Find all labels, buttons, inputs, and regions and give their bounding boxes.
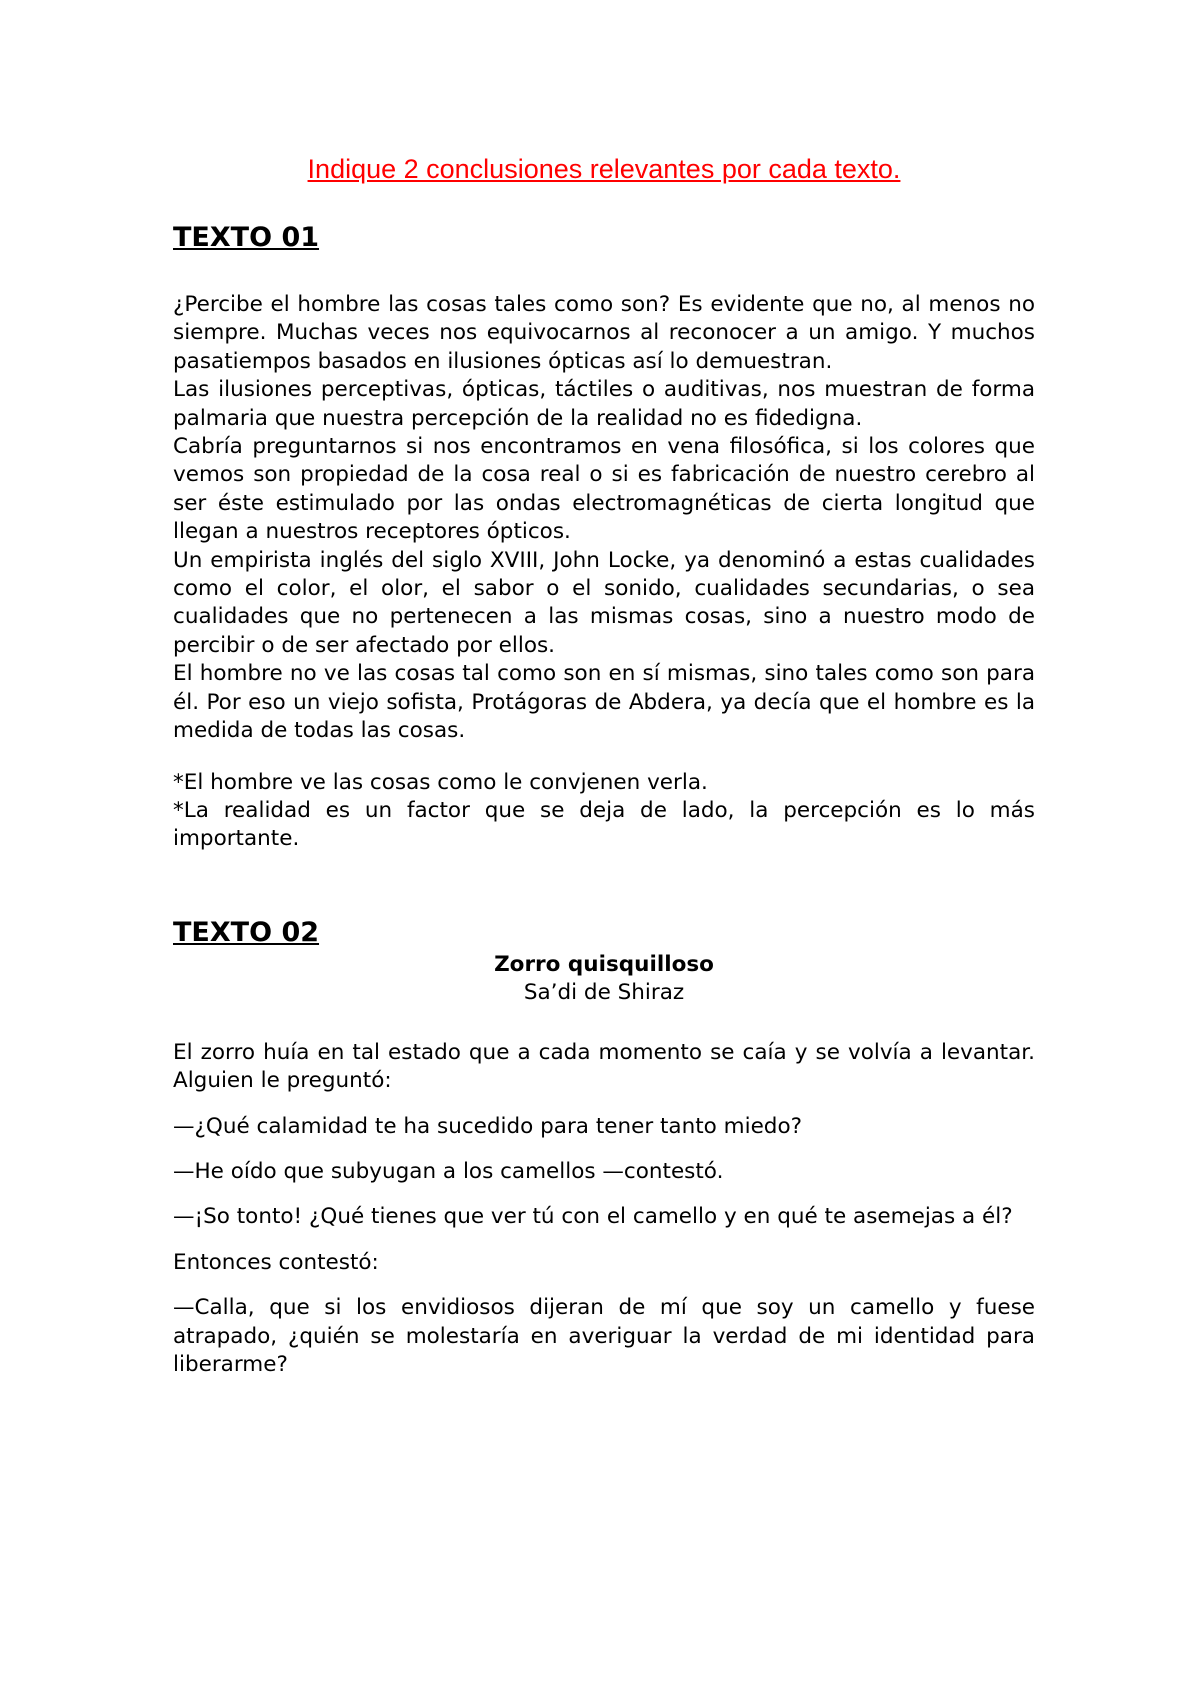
- text-01-heading: TEXTO 01: [173, 222, 320, 253]
- text-01-conclusions: [173, 769, 1035, 854]
- instruction-title: Indique 2 conclusiones relevantes por cada texto.: [307, 154, 901, 184]
- conclusion-item: *La realidad es un factor que se deja de lado, la percepción es lo más importante.: [173, 797, 1035, 852]
- story-author: Sa’di de Shiraz: [523, 979, 685, 1005]
- conclusion-item: *El hombre ve las cosas como le convjenen verla.: [173, 769, 708, 795]
- story-paragraph: Entonces contestó:: [173, 1249, 379, 1275]
- text-01-paragraph: Cabría preguntarnos si nos encontramos en vena filosófica, si los colores que vemos son propiedad de la cosa real o si es fabricación de nuestro cerebro al ser éste estimulado por las ondas electromagnéticas de cierta longitud que llegan a nuestros receptores ópticos.: [173, 434, 1035, 545]
- story-paragraph: —Calla, que si los envidiosos dijeran de mí que soy un camello y fuese atrapado, ¿quién se molestaría en averiguar la verdad de mi identidad para liberarme?: [173, 1295, 1035, 1377]
- story-paragraph: El zorro huía en tal estado que a cada momento se caía y se volvía a levantar. Alguien le preguntó:: [173, 1039, 1035, 1094]
- text-01-paragraph: Un empirista inglés del siglo XVIII, John Locke, ya denominó a estas cualidades como el color, el olor, el sabor o el sonido, cualidades secundarias, o sea cualidades que no pertenecen a las mismas cosas, sino a nuestro modo de percibir o de ser afectado por ellos.: [173, 547, 1035, 658]
- text-01-paragraph: Las ilusiones perceptivas, ópticas, táctiles o auditivas, nos muestran de forma palmaria que nuestra percepción de la realidad no es fidedigna.: [173, 377, 1035, 431]
- text-01-paragraph: ¿Percibe el hombre las cosas tales como son? Es evidente que no, al menos no siempre. Muchas veces nos equivocarnos al reconocer a un amigo. Y muchos pasatiempos basados en ilusiones ópticas así lo demuestran.: [173, 292, 1035, 374]
- document-page: [173, 150, 1035, 1396]
- story-paragraph: —¿Qué calamidad te ha sucedido para tener tanto miedo?: [173, 1113, 803, 1139]
- story-paragraph: —He oído que subyugan a los camellos —contestó.: [173, 1158, 724, 1184]
- text-02-body: [173, 1039, 1035, 1380]
- text-02-heading: TEXTO 02: [173, 916, 320, 948]
- story-title: Zorro quisquilloso: [494, 951, 714, 977]
- text-01-paragraph: El hombre no ve las cosas tal como son en sí mismas, sino tales como son para él. Por eso un viejo sofista, Protágoras de Abdera, ya decía que el hombre es la medida de todas las cosas.: [173, 661, 1035, 744]
- story-paragraph: —¡So tonto! ¿Qué tienes que ver tú con el camello y en qué te asemejas a él?: [173, 1204, 1013, 1230]
- text-01-body: [173, 291, 1035, 746]
